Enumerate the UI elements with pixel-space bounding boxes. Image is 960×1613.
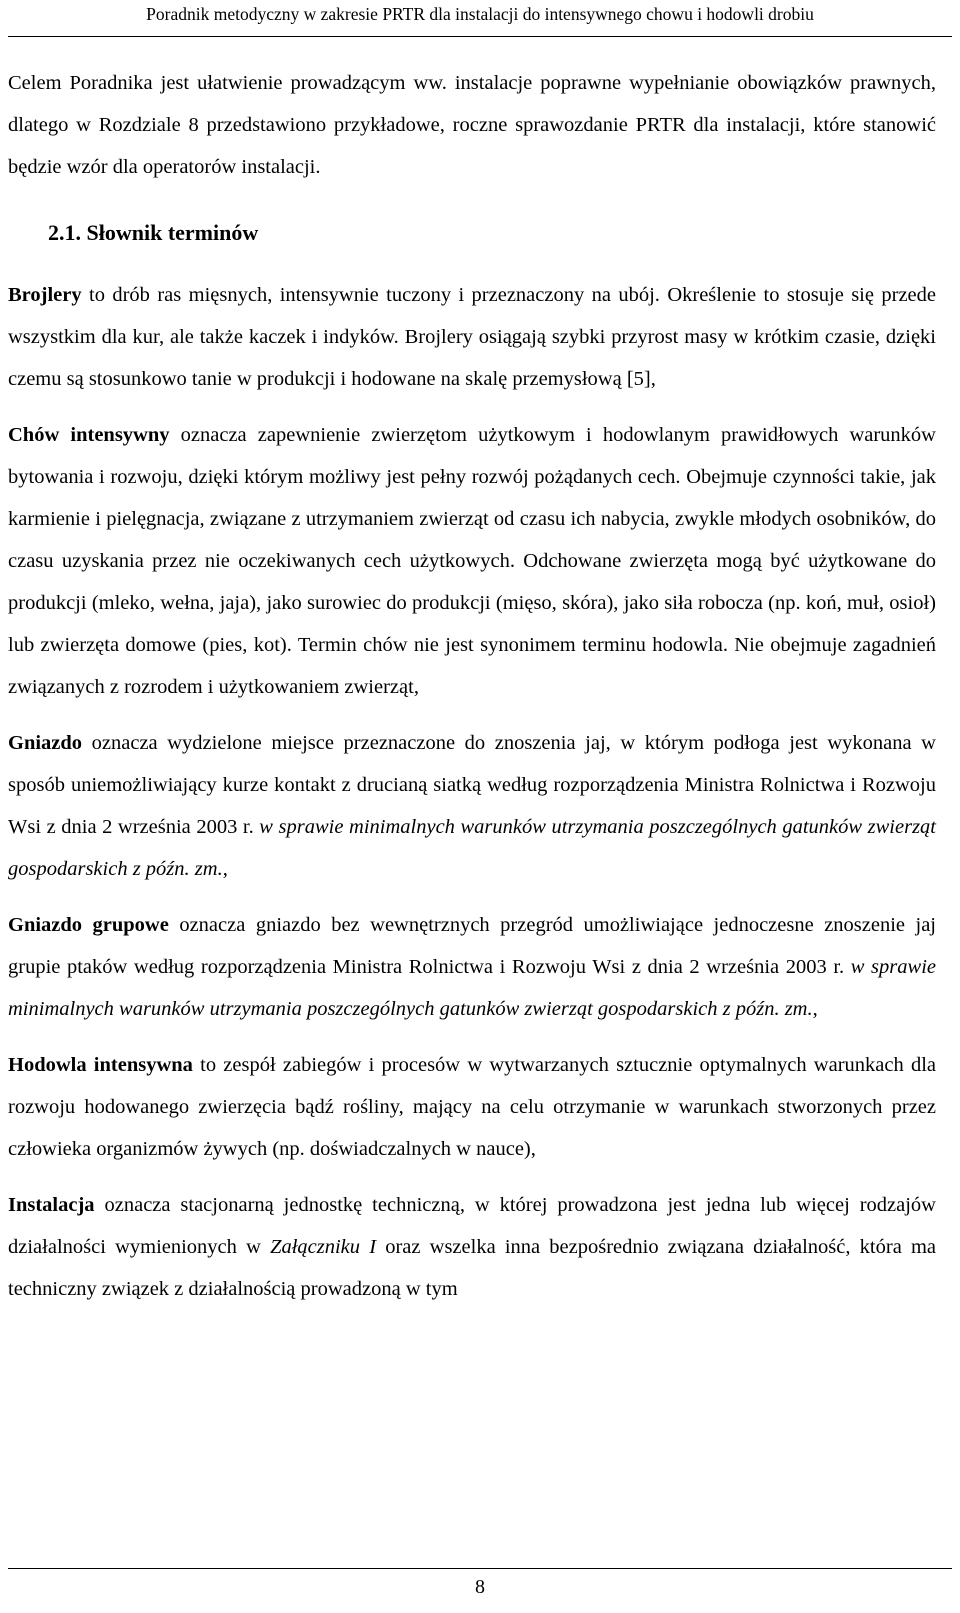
- term-definition: oznacza wydzielone miejsce przeznaczone do znoszenia jaj, w którym podłoga jest wykonana w sposób uniemożliwiający kurze kontakt z drucianą siatką według rozporządzenia Ministra Rolnictwa i Rozwoju Wsi z dnia 2 września 2003 r.: [8, 732, 936, 838]
- term-name: Brojlery: [8, 284, 82, 306]
- regulation-title: w sprawie minimalnych warunków utrzymania poszczególnych gatunków zwierząt gospodarskich z późn. zm.: [8, 816, 936, 880]
- term-tail: ,: [222, 858, 228, 880]
- term-tail: ,: [812, 998, 818, 1020]
- term-name: Instalacja: [8, 1194, 95, 1216]
- term-definition: to zespół zabiegów i procesów w wytwarzanych sztucznie optymalnych warunkach dla rozwoju hodowanego zwierzęcia bądź rośliny, mający na celu otrzymanie w warunkach stworzonych przez człowieka organizmów żywych (np. doświadczalnych w nauce),: [8, 1054, 936, 1160]
- term-entry-instalacja: [8, 1184, 936, 1310]
- document-title: Poradnik metodyczny w zakresie PRTR dla instalacji do intensywnego chowu i hodowli drobiu: [146, 4, 814, 24]
- term-definition: oznacza gniazdo bez wewnętrznych przegród umożliwiające jednoczesne znoszenie jaj grupie ptaków według rozporządzenia Ministra Rolnictwa i Rozwoju Wsi z dnia 2 września 2003 r.: [8, 914, 936, 978]
- term-definition: oznacza stacjonarną jednostkę techniczną, w której prowadzona jest jedna lub więcej rodzajów działalności wymienionych w: [8, 1194, 936, 1258]
- term-name: Chów intensywny: [8, 424, 170, 446]
- term-tail: oraz wszelka inna bezpośrednio związana działalność, która ma techniczny związek z działalnością prowadzoną w tym: [8, 1236, 936, 1300]
- term-name: Hodowla intensywna: [8, 1054, 193, 1076]
- term-entry-brojlery: [8, 274, 936, 400]
- term-entry-gniazdo-grupowe: [8, 904, 936, 1030]
- term-entry-gniazdo: [8, 722, 936, 890]
- term-entry-hodowla-intensywna: [8, 1044, 936, 1170]
- intro-paragraph: Celem Poradnika jest ułatwienie prowadzącym ww. instalacje poprawne wypełnianie obowiązków prawnych, dlatego w Rozdziale 8 przedstawiono przykładowe, roczne sprawozdanie PRTR dla instalacji, które stanowić będzie wzór dla operatorów instalacji.: [8, 72, 936, 178]
- term-name: Gniazdo grupowe: [8, 914, 169, 936]
- term-definition: to drób ras mięsnych, intensywnie tuczony i przeznaczony na ubój. Określenie to stosuje się przede wszystkim dla kur, ale także kaczek i indyków. Brojlery osiągają szybki przyrost masy w krótkim czasie, dzięki czemu są stosunkowo tanie w produkcji i hodowane na skalę przemysłową [5],: [8, 284, 936, 390]
- running-header: [8, 0, 952, 37]
- regulation-title: w sprawie minimalnych warunków utrzymania poszczególnych gatunków zwierząt gospodarskich z późn. zm.: [8, 956, 936, 1020]
- page-footer: [8, 1568, 952, 1605]
- page-number: 8: [475, 1576, 485, 1598]
- section-heading: 2.1. Słownik terminów: [48, 220, 259, 245]
- term-entry-chow-intensywny: [8, 414, 936, 708]
- term-definition: oznacza zapewnienie zwierzętom użytkowym i hodowlanym prawidłowych warunków bytowania i rozwoju, dzięki którym możliwy jest pełny rozwój pożądanych cech. Obejmuje czynności takie, jak karmienie i pielęgnacja, związane z utrzymaniem zwierząt od czasu ich nabycia, zwykle młodych osobników, do czasu uzyskania przez nie oczekiwanych cech użytkowych. Odchowane zwierzęta mogą być użytkowane do produkcji (mleko, wełna, jaja), jako surowiec do produkcji (mięso, skóra), jako siła robocza (np. koń, muł, osioł) lub zwierzęta domowe (pies, kot). Termin chów nie jest synonimem terminu hodowla. Nie obejmuje zagadnień związanych z rozrodem i użytkowaniem zwierząt,: [8, 424, 936, 698]
- page-body: [8, 62, 936, 1324]
- term-name: Gniazdo: [8, 732, 83, 754]
- annex-reference: Załączniku I: [270, 1236, 377, 1258]
